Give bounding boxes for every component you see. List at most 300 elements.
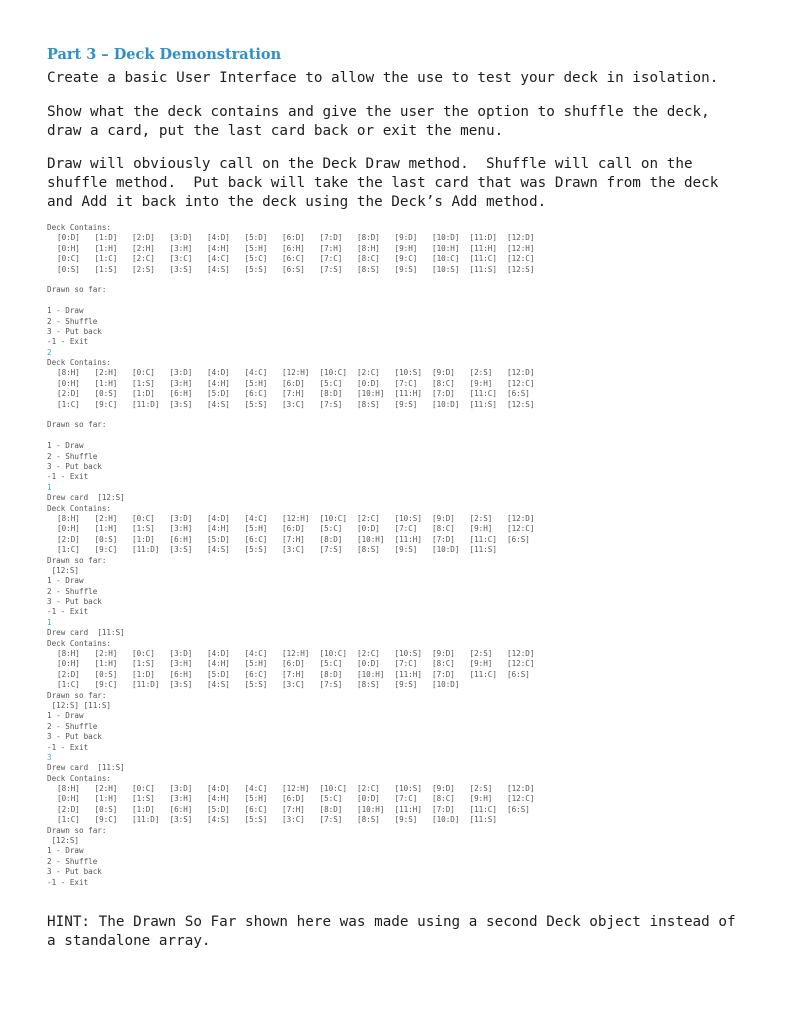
deck-card-row	[47, 254, 747, 264]
user-input-line: 2	[47, 347, 52, 357]
card-entry: [2:H]	[94, 513, 118, 523]
card-entry: [3:S]	[169, 264, 193, 274]
card-entry: [9:C]	[94, 399, 118, 409]
card-entry: [1:C]	[57, 815, 80, 825]
card-entry: [7:C]	[394, 524, 418, 534]
deck-card-row	[47, 265, 747, 275]
card-entry: [5:S]	[244, 680, 268, 690]
card-entry: [8:H]	[57, 513, 80, 523]
card-entry: [3:C]	[282, 399, 305, 409]
card-entry: [0:C]	[132, 513, 155, 523]
console-text-line: Drew card [11:S]	[47, 628, 125, 638]
card-entry: [1:H]	[94, 243, 118, 253]
card-entry: [9:D]	[432, 649, 455, 659]
card-entry: [7:C]	[394, 378, 418, 388]
card-entry: [5:D]	[207, 804, 230, 814]
console-text-line: [12:S] [11:S]	[47, 700, 112, 710]
card-entry: [2:C]	[357, 513, 380, 523]
card-entry: [4:C]	[244, 784, 268, 794]
deck-card-row	[47, 784, 747, 794]
card-entry: [9:C]	[94, 545, 118, 555]
card-entry: [7:S]	[319, 399, 343, 409]
card-entry: [5:H]	[244, 524, 268, 534]
card-entry: [1:D]	[132, 534, 155, 544]
card-entry: [8:H]	[57, 368, 80, 378]
card-entry: [12:C]	[507, 659, 535, 669]
card-entry: [3:D]	[169, 784, 193, 794]
card-entry: [3:D]	[169, 368, 193, 378]
console-output-sample	[47, 223, 747, 888]
console-text-line: -1 - Exit	[47, 877, 89, 887]
card-entry: [6:S]	[507, 389, 530, 399]
card-entry: [0:S]	[94, 534, 118, 544]
card-entry: [1:C]	[57, 399, 80, 409]
card-entry: [7:H]	[282, 389, 305, 399]
card-entry: [11:C]	[469, 804, 497, 814]
card-entry: [5:C]	[244, 254, 268, 264]
card-entry: [4:D]	[207, 233, 230, 243]
console-text-line: 2 - Shuffle	[47, 586, 98, 596]
console-text-line: Drew card [12:S]	[47, 493, 125, 503]
card-entry: [9:C]	[94, 680, 118, 690]
card-entry: [5:D]	[244, 233, 268, 243]
card-entry: [12:S]	[507, 264, 535, 274]
deck-card-row	[47, 244, 747, 254]
deck-card-row	[47, 649, 747, 659]
console-text-line: 1 - Draw	[47, 576, 84, 586]
card-entry: [2:D]	[57, 389, 80, 399]
card-entry: [10:H]	[357, 534, 385, 544]
card-entry: [11:S]	[469, 545, 497, 555]
console-text-line: Deck Contains:	[47, 773, 112, 783]
card-entry: [9:C]	[94, 815, 118, 825]
card-entry: [3:S]	[169, 815, 193, 825]
deck-card-row	[47, 233, 747, 243]
card-entry: [5:H]	[244, 794, 268, 804]
card-entry: [4:S]	[207, 815, 230, 825]
intro-paragraph	[47, 69, 718, 88]
card-entry: [4:C]	[244, 513, 268, 523]
card-entry: [0:S]	[94, 804, 118, 814]
card-entry: [11:D]	[469, 233, 497, 243]
card-entry: [12:H]	[507, 243, 535, 253]
card-entry: [0:S]	[94, 389, 118, 399]
hint-line: HINT: The Drawn So Far shown here was made using a second Deck object instead of	[47, 914, 736, 930]
card-entry: [8:C]	[432, 378, 455, 388]
card-entry: [3:C]	[282, 815, 305, 825]
card-entry: [8:D]	[319, 669, 343, 679]
card-entry: [10:D]	[432, 233, 460, 243]
console-text-line: 3 - Put back	[47, 461, 102, 471]
card-entry: [10:C]	[319, 784, 347, 794]
card-entry: [0:S]	[94, 669, 118, 679]
card-entry: [2:S]	[132, 264, 155, 274]
card-entry: [4:S]	[207, 264, 230, 274]
card-entry: [11:D]	[132, 680, 160, 690]
card-entry: [11:H]	[394, 534, 422, 544]
card-entry: [1:S]	[132, 659, 155, 669]
card-entry: [8:D]	[319, 804, 343, 814]
card-entry: [7:C]	[394, 659, 418, 669]
card-entry: [8:S]	[357, 815, 380, 825]
card-entry: [10:S]	[394, 649, 422, 659]
card-entry: [9:D]	[394, 233, 418, 243]
card-entry: [5:S]	[244, 399, 268, 409]
console-text-line: 3 - Put back	[47, 597, 102, 607]
card-entry: [0:C]	[57, 254, 80, 264]
card-entry: [10:C]	[319, 368, 347, 378]
card-entry: [7:S]	[319, 680, 343, 690]
card-entry: [0:H]	[57, 378, 80, 388]
card-entry: [0:C]	[132, 784, 155, 794]
card-entry: [10:D]	[432, 545, 460, 555]
card-entry: [7:S]	[319, 815, 343, 825]
card-entry: [3:H]	[169, 659, 193, 669]
card-entry: [4:C]	[207, 254, 230, 264]
card-entry: [9:C]	[394, 254, 418, 264]
card-entry: [11:H]	[394, 804, 422, 814]
card-entry: [12:D]	[507, 784, 535, 794]
console-text-line: -1 - Exit	[47, 472, 89, 482]
card-entry: [0:D]	[357, 524, 380, 534]
card-entry: [7:D]	[432, 389, 455, 399]
card-entry: [1:H]	[94, 378, 118, 388]
card-entry: [4:D]	[207, 368, 230, 378]
paragraph-line: Show what the deck contains and give the user the option to shuffle the deck,	[47, 104, 710, 120]
card-entry: [8:S]	[357, 399, 380, 409]
deck-card-row	[47, 535, 747, 545]
card-entry: [9:S]	[394, 545, 418, 555]
card-entry: [5:D]	[207, 669, 230, 679]
card-entry: [6:C]	[244, 669, 268, 679]
card-entry: [0:H]	[57, 659, 80, 669]
card-entry: [12:C]	[507, 794, 535, 804]
card-entry: [2:H]	[94, 784, 118, 794]
card-entry: [0:H]	[57, 243, 80, 253]
card-entry: [9:H]	[469, 378, 493, 388]
card-entry: [3:S]	[169, 545, 193, 555]
paragraph-line: Create a basic User Interface to allow the use to test your deck in isolation.	[47, 70, 719, 86]
card-entry: [5:C]	[319, 378, 343, 388]
card-entry: [8:H]	[57, 649, 80, 659]
card-entry: [6:S]	[507, 804, 530, 814]
card-entry: [7:D]	[432, 804, 455, 814]
card-entry: [1:S]	[132, 524, 155, 534]
console-blank-line	[47, 275, 747, 285]
paragraph-line: shuffle method. Put back will take the last card that was Drawn from the deck	[47, 175, 719, 191]
card-entry: [5:S]	[244, 545, 268, 555]
card-entry: [12:S]	[507, 399, 535, 409]
card-entry: [4:H]	[207, 524, 230, 534]
card-entry: [1:D]	[94, 233, 118, 243]
card-entry: [7:H]	[319, 243, 343, 253]
card-entry: [7:S]	[319, 545, 343, 555]
card-entry: [12:D]	[507, 233, 535, 243]
card-entry: [2:C]	[132, 254, 155, 264]
card-entry: [9:H]	[469, 524, 493, 534]
card-entry: [5:D]	[207, 534, 230, 544]
console-text-line: Drawn so far:	[47, 285, 107, 295]
card-entry: [11:C]	[469, 254, 497, 264]
section-heading: Part 3 – Deck Demonstration	[47, 46, 282, 63]
card-entry: [12:H]	[282, 513, 310, 523]
card-entry: [5:H]	[244, 659, 268, 669]
console-text-line: 2 - Shuffle	[47, 721, 98, 731]
deck-card-row	[47, 815, 747, 825]
hint-paragraph	[47, 913, 736, 951]
console-text-line: 1 - Draw	[47, 441, 84, 451]
card-entry: [10:C]	[432, 254, 460, 264]
card-entry: [10:S]	[394, 368, 422, 378]
card-entry: [11:D]	[132, 545, 160, 555]
card-entry: [0:C]	[132, 649, 155, 659]
card-entry: [9:D]	[432, 368, 455, 378]
deck-card-row	[47, 794, 747, 804]
card-entry: [2:H]	[94, 649, 118, 659]
card-entry: [5:C]	[319, 524, 343, 534]
card-entry: [9:S]	[394, 680, 418, 690]
card-entry: [1:H]	[94, 794, 118, 804]
card-entry: [0:D]	[57, 233, 80, 243]
card-entry: [8:S]	[357, 680, 380, 690]
card-entry: [4:S]	[207, 680, 230, 690]
card-entry: [4:H]	[207, 243, 230, 253]
card-entry: [7:H]	[282, 534, 305, 544]
card-entry: [11:C]	[469, 389, 497, 399]
card-entry: [6:H]	[169, 389, 193, 399]
card-entry: [12:D]	[507, 368, 535, 378]
card-entry: [6:H]	[169, 804, 193, 814]
console-text-line: Drew card [11:S]	[47, 763, 125, 773]
deck-card-row	[47, 805, 747, 815]
console-text-line: [12:S]	[47, 836, 80, 846]
console-text-line: 3 - Put back	[47, 867, 102, 877]
card-entry: [6:H]	[282, 243, 305, 253]
card-entry: [6:S]	[507, 669, 530, 679]
console-text-line: 1 - Draw	[47, 711, 84, 721]
user-input-line: 1	[47, 617, 52, 627]
console-text-line: -1 - Exit	[47, 742, 89, 752]
console-text-line: Drawn so far:	[47, 690, 107, 700]
deck-card-row	[47, 670, 747, 680]
card-entry: [2:C]	[357, 649, 380, 659]
card-entry: [3:D]	[169, 233, 193, 243]
card-entry: [0:D]	[357, 378, 380, 388]
card-entry: [2:D]	[57, 669, 80, 679]
card-entry: [11:C]	[469, 669, 497, 679]
console-text-line: 2 - Shuffle	[47, 451, 98, 461]
card-entry: [8:S]	[357, 545, 380, 555]
card-entry: [12:D]	[507, 513, 535, 523]
console-text-line: Drawn so far:	[47, 420, 107, 430]
card-entry: [9:H]	[469, 794, 493, 804]
card-entry: [5:S]	[244, 815, 268, 825]
card-entry: [11:S]	[469, 399, 497, 409]
card-entry: [12:H]	[282, 784, 310, 794]
card-entry: [4:D]	[207, 649, 230, 659]
card-entry: [1:H]	[94, 524, 118, 534]
card-entry: [4:S]	[207, 545, 230, 555]
card-entry: [6:H]	[169, 669, 193, 679]
card-entry: [10:S]	[394, 784, 422, 794]
card-entry: [1:D]	[132, 669, 155, 679]
card-entry: [6:C]	[244, 389, 268, 399]
card-entry: [11:S]	[469, 815, 497, 825]
card-entry: [0:D]	[357, 659, 380, 669]
card-entry: [0:H]	[57, 794, 80, 804]
card-entry: [2:H]	[94, 368, 118, 378]
card-entry: [11:D]	[132, 399, 160, 409]
methods-paragraph	[47, 155, 718, 212]
card-entry: [6:D]	[282, 659, 305, 669]
card-entry: [3:C]	[169, 254, 193, 264]
user-input-line: 3	[47, 752, 52, 762]
card-entry: [8:C]	[432, 794, 455, 804]
card-entry: [1:S]	[132, 794, 155, 804]
card-entry: [2:D]	[57, 804, 80, 814]
console-text-line: 3 - Put back	[47, 732, 102, 742]
card-entry: [2:S]	[469, 649, 493, 659]
card-entry: [6:C]	[244, 534, 268, 544]
card-entry: [5:C]	[319, 794, 343, 804]
card-entry: [12:D]	[507, 649, 535, 659]
card-entry: [9:H]	[394, 243, 418, 253]
card-entry: [1:S]	[94, 264, 118, 274]
card-entry: [12:H]	[282, 368, 310, 378]
card-entry: [8:D]	[319, 389, 343, 399]
card-entry: [3:C]	[282, 680, 305, 690]
card-entry: [8:C]	[432, 659, 455, 669]
card-entry: [4:H]	[207, 378, 230, 388]
card-entry: [2:S]	[469, 784, 493, 794]
paragraph-line: and Add it back into the deck using the Deck’s Add method.	[47, 194, 547, 210]
card-entry: [10:S]	[432, 264, 460, 274]
card-entry: [6:H]	[169, 534, 193, 544]
card-entry: [4:H]	[207, 659, 230, 669]
card-entry: [4:S]	[207, 399, 230, 409]
card-entry: [7:S]	[319, 264, 343, 274]
console-text-line: 1 - Draw	[47, 846, 84, 856]
card-entry: [7:D]	[432, 534, 455, 544]
card-entry: [7:C]	[319, 254, 343, 264]
card-entry: [8:H]	[57, 784, 80, 794]
card-entry: [2:C]	[357, 368, 380, 378]
card-entry: [10:D]	[432, 680, 460, 690]
hint-line: a standalone array.	[47, 933, 211, 949]
deck-card-row	[47, 379, 747, 389]
card-entry: [9:S]	[394, 264, 418, 274]
card-entry: [7:D]	[432, 669, 455, 679]
card-entry: [5:C]	[319, 659, 343, 669]
card-entry: [9:D]	[432, 784, 455, 794]
card-entry: [2:S]	[469, 513, 493, 523]
card-entry: [12:H]	[282, 649, 310, 659]
card-entry: [7:C]	[394, 794, 418, 804]
card-entry: [6:S]	[507, 534, 530, 544]
card-entry: [0:H]	[57, 524, 80, 534]
card-entry: [5:D]	[207, 389, 230, 399]
user-input-line: 1	[47, 482, 52, 492]
card-entry: [11:H]	[394, 389, 422, 399]
deck-card-row	[47, 389, 747, 399]
console-blank-line	[47, 296, 747, 306]
card-entry: [2:C]	[357, 784, 380, 794]
card-entry: [6:D]	[282, 794, 305, 804]
card-entry: [9:D]	[432, 513, 455, 523]
card-entry: [12:C]	[507, 254, 535, 264]
paragraph-line: Draw will obviously call on the Deck Draw method. Shuffle will call on the	[47, 156, 693, 172]
card-entry: [10:H]	[357, 389, 385, 399]
deck-card-row	[47, 545, 747, 555]
card-entry: [0:C]	[132, 368, 155, 378]
card-entry: [4:D]	[207, 784, 230, 794]
requirements-paragraph	[47, 103, 710, 141]
card-entry: [1:D]	[132, 389, 155, 399]
card-entry: [5:H]	[244, 378, 268, 388]
console-text-line: Deck Contains:	[47, 638, 112, 648]
card-entry: [8:D]	[357, 233, 380, 243]
card-entry: [7:H]	[282, 804, 305, 814]
console-text-line: 2 - Shuffle	[47, 856, 98, 866]
card-entry: [8:D]	[319, 534, 343, 544]
card-entry: [6:C]	[282, 254, 305, 264]
card-entry: [3:D]	[169, 513, 193, 523]
card-entry: [1:H]	[94, 659, 118, 669]
deck-card-row	[47, 514, 747, 524]
card-entry: [3:C]	[282, 545, 305, 555]
card-entry: [2:S]	[469, 368, 493, 378]
card-entry: [7:H]	[282, 669, 305, 679]
card-entry: [6:S]	[282, 264, 305, 274]
card-entry: [9:S]	[394, 815, 418, 825]
card-entry: [9:S]	[394, 399, 418, 409]
card-entry: [6:D]	[282, 233, 305, 243]
deck-card-row	[47, 400, 747, 410]
card-entry: [8:C]	[357, 254, 380, 264]
card-entry: [10:C]	[319, 649, 347, 659]
card-entry: [4:H]	[207, 794, 230, 804]
card-entry: [2:D]	[132, 233, 155, 243]
console-text-line: Deck Contains:	[47, 358, 112, 368]
card-entry: [3:H]	[169, 794, 193, 804]
card-entry: [8:C]	[432, 524, 455, 534]
card-entry: [4:C]	[244, 368, 268, 378]
card-entry: [11:S]	[469, 264, 497, 274]
card-entry: [1:S]	[132, 378, 155, 388]
card-entry: [2:D]	[57, 534, 80, 544]
card-entry: [1:C]	[94, 254, 118, 264]
card-entry: [7:D]	[319, 233, 343, 243]
card-entry: [11:D]	[132, 815, 160, 825]
console-text-line: [12:S]	[47, 565, 80, 575]
console-text-line: Deck Contains:	[47, 503, 112, 513]
card-entry: [10:S]	[394, 513, 422, 523]
card-entry: [6:D]	[282, 524, 305, 534]
deck-card-row	[47, 680, 747, 690]
card-entry: [5:H]	[244, 243, 268, 253]
card-entry: [3:H]	[169, 524, 193, 534]
card-entry: [4:C]	[244, 649, 268, 659]
card-entry: [11:C]	[469, 534, 497, 544]
card-entry: [3:D]	[169, 649, 193, 659]
card-entry: [10:H]	[432, 243, 460, 253]
console-blank-line	[47, 410, 747, 420]
deck-card-row	[47, 368, 747, 378]
card-entry: [1:D]	[132, 804, 155, 814]
card-entry: [5:S]	[244, 264, 268, 274]
console-text-line: Deck Contains:	[47, 223, 112, 232]
card-entry: [6:C]	[244, 804, 268, 814]
